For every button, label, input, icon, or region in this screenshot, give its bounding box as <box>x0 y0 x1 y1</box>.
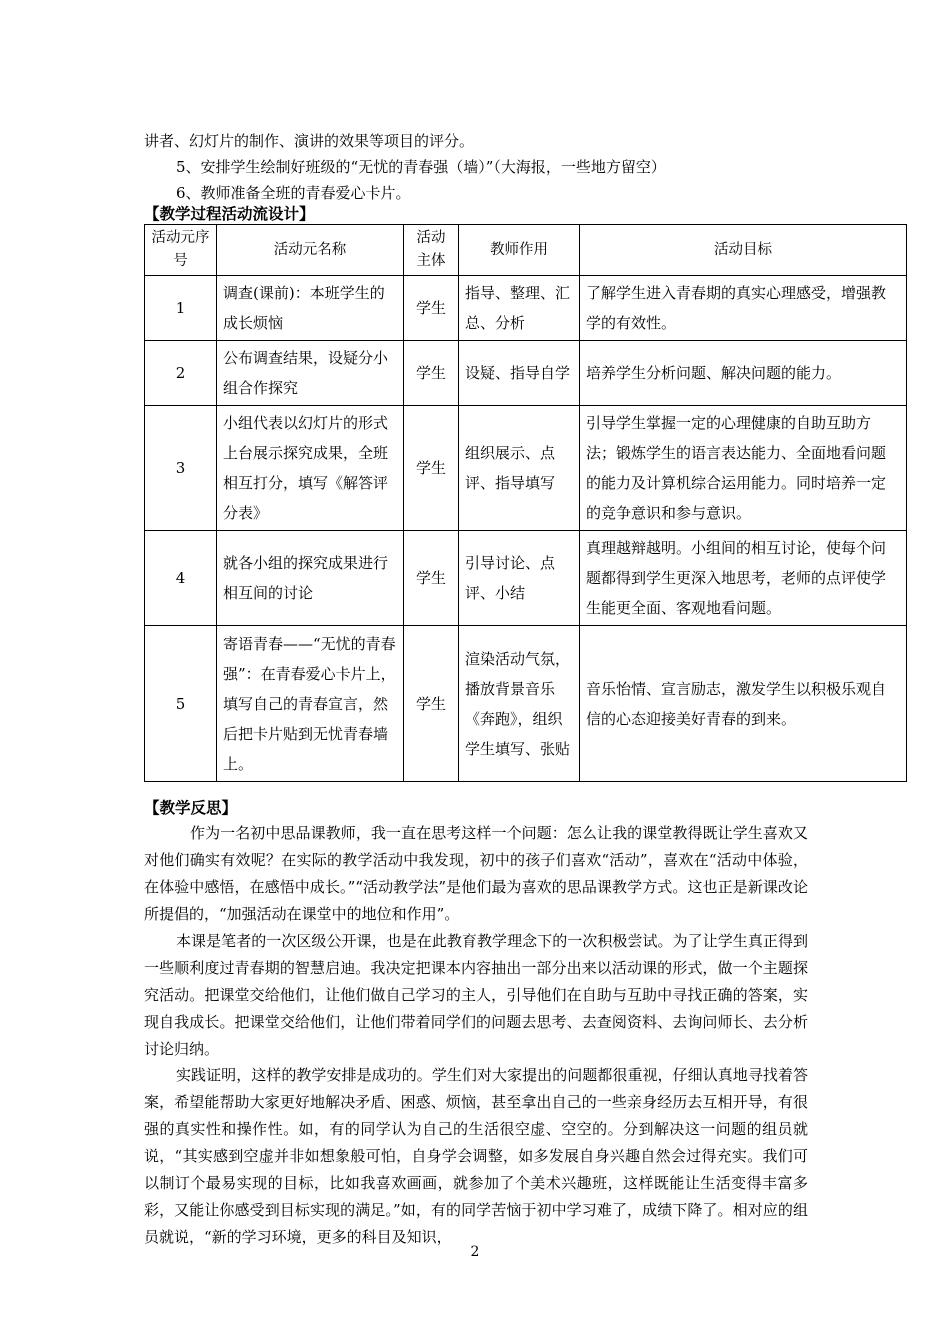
cell-name: 寄语青春——“无忧的青春强”：在青春爱心卡片上，填写自己的青春宣言，然后把卡片贴到无忧青春墙上。 <box>217 626 404 782</box>
cell-teacher: 引导讨论、点评、小结 <box>459 531 580 626</box>
cell-name: 就各小组的探究成果进行相互间的讨论 <box>217 531 404 626</box>
intro-line-3: 6、教师准备全班的青春爱心卡片。 <box>176 184 411 202</box>
col-header-goal: 活动目标 <box>580 225 907 276</box>
cell-name: 公布调查结果，设疑分小组合作探究 <box>217 341 404 406</box>
table-row <box>145 341 907 406</box>
cell-subject: 学生 <box>404 531 459 626</box>
col-header-name: 活动元名称 <box>217 225 404 276</box>
col-header-subject: 活动主体 <box>404 225 459 276</box>
table-row <box>145 276 907 341</box>
reflection-heading: 【教学反思】 <box>144 799 238 817</box>
col-header-no: 活动元序号 <box>145 225 217 276</box>
cell-name: 调查(课前)：本班学生的成长烦恼 <box>217 276 404 341</box>
reflection-paragraph-1: 作为一名初中思品课教师，我一直在思考这样一个问题：怎么让我的课堂教得既让学生喜欢又对他们确实有效呢？在实际的教学活动中我发现，初中的孩子们喜欢“活动”，喜欢在“活动中体验，在体验中感悟，在感悟中成长。”“活动教学法”是他们最为喜欢的思品课教学方式。这也正是新课改论所提倡的，“加强活动在课堂中的地位和作用”。 <box>144 824 808 923</box>
intro-line-1: 讲者、幻灯片的制作、演讲的效果等项目的评分。 <box>144 132 475 150</box>
cell-goal: 培养学生分析问题、解决问题的能力。 <box>580 341 907 406</box>
cell-goal: 了解学生进入青春期的真实心理感受，增强教学的有效性。 <box>580 276 907 341</box>
activity-flow-table <box>144 224 907 782</box>
intro-line-2: 5、安排学生绘制好班级的“无忧的青春强（墙）”（大海报，一些地方留空） <box>176 158 666 176</box>
table-header-row <box>145 225 907 276</box>
cell-subject: 学生 <box>404 406 459 531</box>
cell-name: 小组代表以幻灯片的形式上台展示探究成果，全班相互打分，填写《解答评分表》 <box>217 406 404 531</box>
cell-goal: 音乐怡情、宣言励志，激发学生以积极乐观自信的心态迎接美好青春的到来。 <box>580 626 907 782</box>
cell-no: 3 <box>145 406 217 531</box>
cell-teacher: 设疑、指导自学 <box>459 341 580 406</box>
cell-goal: 真理越辩越明。小组间的相互讨论，使每个问题都得到学生更深入地思考，老师的点评使学生能更全面、客观地看问题。 <box>580 531 907 626</box>
cell-no: 4 <box>145 531 217 626</box>
cell-no: 2 <box>145 341 217 406</box>
cell-subject: 学生 <box>404 626 459 782</box>
cell-no: 1 <box>145 276 217 341</box>
cell-teacher: 渲染活动气氛，播放背景音乐《奔跑》，组织学生填写、张贴 <box>459 626 580 782</box>
table-row <box>145 406 907 531</box>
reflection-paragraph-3: 实践证明，这样的教学安排是成功的。学生们对大家提出的问题都很重视，仔细认真地寻找着答案，希望能帮助大家更好地解决矛盾、困惑、烦恼，甚至拿出自己的一些亲身经历去互相开导，有很强的真实性和操作性。如，有的同学认为自己的生活很空虚、空空的。分到解决这一问题的组员就说，“其实感到空虚并非如想象般可怕，自身学会调整，如多发展自身兴趣自然会过得充实。我们可以制订个最易实现的目标，比如我喜欢画画，就参加了个美术兴趣班，这样既能让生活变得丰富多彩，又能让你感受到目标实现的满足。”如，有的同学苦恼于初中学习难了，成绩下降了。相对应的组员就说，“新的学习环境，更多的科目及知识， <box>144 1066 808 1246</box>
cell-teacher: 指导、整理、汇总、分析 <box>459 276 580 341</box>
cell-subject: 学生 <box>404 276 459 341</box>
reflection-paragraph-2: 本课是笔者的一次区级公开课，也是在此教育教学理念下的一次积极尝试。为了让学生真正得到一些顺利度过青春期的智慧启迪。我决定把课本内容抽出一部分出来以活动课的形式，做一个主题探究活动。把课堂交给他们，让他们做自己学习的主人，引导他们在自助与互助中寻找正确的答案，实现自我成长。把课堂交给他们，让他们带着同学们的问题去思考、去查阅资料、去询问师长、去分析讨论归纳。 <box>144 932 808 1058</box>
col-header-teacher: 教师作用 <box>459 225 580 276</box>
cell-goal: 引导学生掌握一定的心理健康的自助互助方法；锻炼学生的语言表达能力、全面地看问题的能力及计算机综合运用能力。同时培养一定的竞争意识和参与意识。 <box>580 406 907 531</box>
cell-no: 5 <box>145 626 217 782</box>
table-row <box>145 626 907 782</box>
page-number: 2 <box>470 1244 480 1260</box>
cell-subject: 学生 <box>404 341 459 406</box>
cell-teacher: 组织展示、点评、指导填写 <box>459 406 580 531</box>
table-row <box>145 531 907 626</box>
flow-heading: 【教学过程活动流设计】 <box>144 205 315 223</box>
